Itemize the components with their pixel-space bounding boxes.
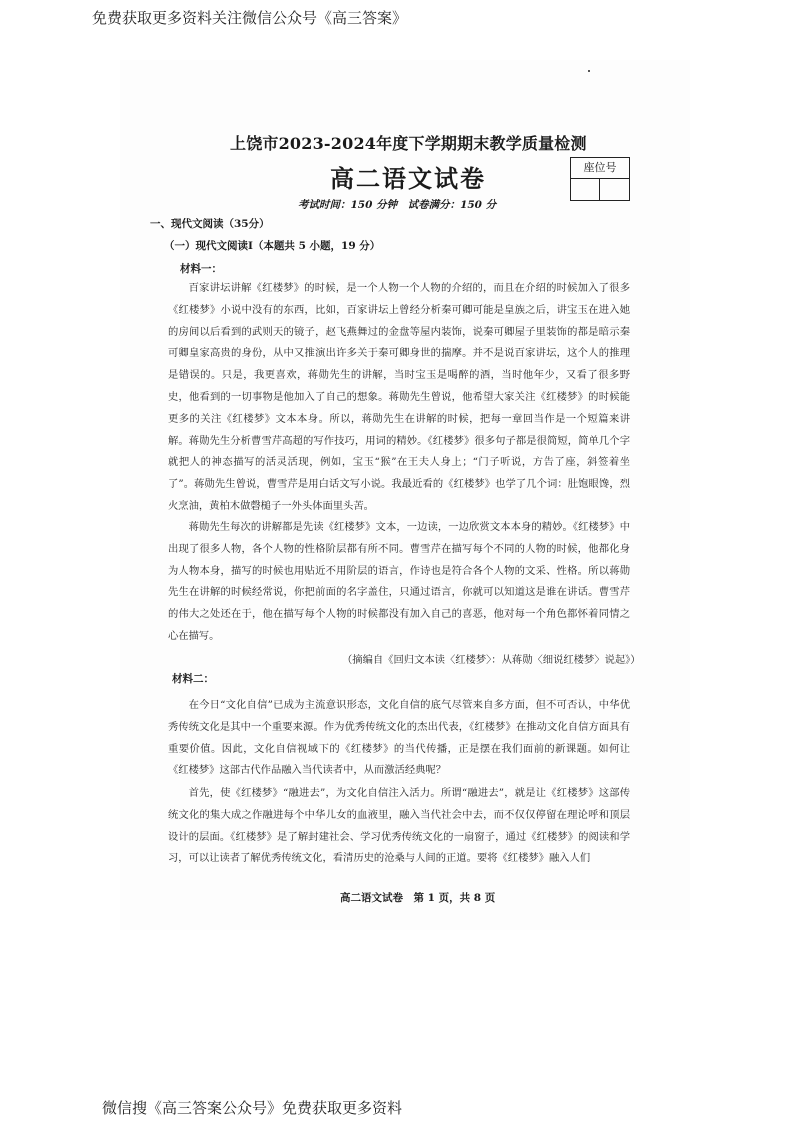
seat-number-box [570,157,630,201]
source-citation: （摘编自《回归文本读〈红楼梦〉：从蒋勋〈细说红楼梦〉说起》） [342,654,641,666]
scan-speck [588,70,590,72]
material-two-paragraph-2: 首先，使《红楼梦》“融进去”，为文化自信注入活力。所谓“融进去”，就是让《红楼梦》这部传统文化的集大成之作融进每个中华儿女的血液里，融入当代社会中去，而不仅仅停留在理论呼和顶层设计的层面。《红楼梦》是了解封建社会、学习优秀传统文化的一扇窗子，通过《红楼梦》的阅读和学习，可以让读者了解优秀传统文化，看清历史的沧桑与人间的正道。要将《红楼梦》融入人们 [168,787,630,865]
page-footer: 高二语文试卷 第 1 页，共 8 页 [340,892,496,904]
seat-cell-left [571,179,600,200]
seat-number-label: 座位号 [571,158,629,179]
material-two-paragraph-1: 在今日“文化自信”已成为主流意识形态，文化自信的底气尽管来自多方面，但不可否认，中华优秀传统文化是其中一个重要来源。作为优秀传统文化的杰出代表，《红楼梦》在推动文化自信方面具有重要价值。因此，文化自信视域下的《红楼梦》的当代传播，正是摆在我们面前的新课题。如何让《红楼梦》这部古代作品融入当代读者中，从而激活经典呢？ [168,699,630,777]
material-two-label: 材料二： [172,673,214,685]
bottom-watermark: 微信搜《高三答案公众号》免费获取更多资料 [102,1099,403,1117]
exam-title: 上饶市2023-2024年度下学期期末教学质量检测 [230,134,587,153]
material-one-paragraph-2: 蒋勋先生每次的讲解都是先读《红楼梦》文本，一边读，一边欣赏文本本身的精妙。《红楼梦》中出现了很多人物，各个人物的性格阶层都有所不同。曹雪芹在描写每个不同的人物的时候，他都化身为人物本身，描写的时候也用贴近不用阶层的语言，作诗也是符合各个人物的文采、性格。所以蒋勋先生在讲解的时候经常说，你把前面的名字盖住，只通过语言，你就可以知道这是谁在讲话。曹雪芹的伟大之处还在于，他在描写每个人物的时候都没有加入自己的喜恶，他对每一个角色都怀着同情之心在描写。 [168,521,630,642]
top-watermark: 免费获取更多资料关注微信公众号《高三答案》 [92,9,408,27]
subsection-heading: （一）现代文阅读Ⅰ（本题共 5 小题，19 分） [164,240,381,252]
material-one-paragraph-1: 百家讲坛讲解《红楼梦》的时候，是一个人物一个人物的介绍的，而且在介绍的时候加入了很多《红楼梦》小说中没有的东西，比如，百家讲坛上曾经分析秦可卿可能是皇族之后，讲宝玉在进入她的房间以后看到的武则天的镜子，赵飞燕舞过的金盘等屋内装饰，说秦可卿屋子里装饰的都是暗示秦可卿皇家高贵的身份，从中又推演出许多关于秦可卿身世的揣摩。并不是说百家讲坛，这个人的推理是错误的。只是，我更喜欢，蒋勋先生的讲解，当时宝玉是喝醉的酒，当时他年少，又看了很多野史，他看到的一切事物是他加入了自己的想象。蒋勋先生曾说，他希望大家关注《红楼梦》的时候能更多的关注《红楼梦》文本本身。所以，蒋勋先生在讲解的时候，把每一章回当作是一个短篇来讲解。蒋勋先生分析曹雪芹高超的写作技巧，用词的精妙。《红楼梦》很多句子都是很简短，简单几个字就把人的神态描写的活灵活现，例如，宝玉“猴”在王夫人身上；“门子听说，方告了座，斜签着坐了”。蒋勋先生曾说，曹雪芹是用白话文写小说。我最近看的《红楼梦》也学了几个词：肚饱眼馋，烈火烹油，黄柏木做磬槌子一外头体面里头苦。 [168,282,630,512]
section-heading: 一、现代文阅读（35分） [150,218,270,230]
exam-info: 考试时间：150 分钟 试卷满分：150 分 [298,199,497,211]
paper-title: 高二语文试卷 [330,164,486,193]
seat-cell-right [600,179,628,200]
material-one-label: 材料一： [180,263,222,275]
